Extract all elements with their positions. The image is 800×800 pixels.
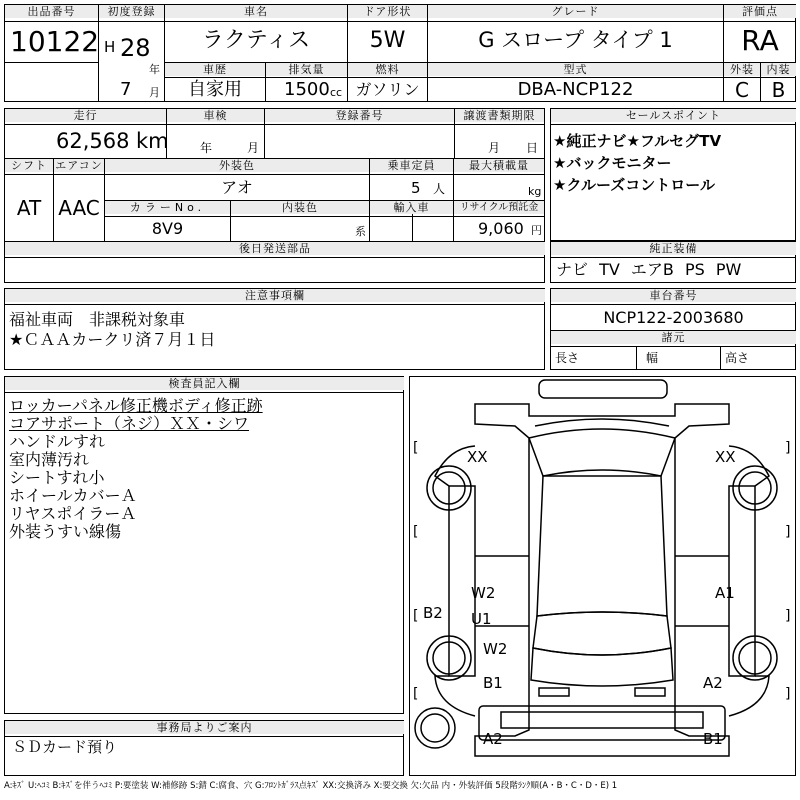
legend: A:ｷｽﾞ U:ﾍｺﾐ B:ｷｽﾞを伴うﾍｺﾐ P:要塗装 W:補修跡 S:錆 C:腐食、穴 G:ﾌﾛﾝﾄｶﾞﾗｽ点ｷｽﾞ XX:交換済み X:要交換 欠:欠品 内・外装評価 5段階ﾗﾝｸ順(A・B・C・D・E) 1	[4, 781, 618, 791]
lot-no-label: 出品番号	[5, 5, 98, 18]
lot-number: 10122	[10, 25, 100, 58]
mark-left-door-rear: W2	[483, 640, 508, 658]
bracket: [	[413, 608, 419, 624]
bracket: ]	[785, 686, 791, 702]
body-outline	[475, 404, 729, 756]
roof	[537, 476, 667, 616]
capacity-label: 乗車定員	[370, 159, 453, 172]
insp-month-unit: 月	[247, 141, 260, 155]
score-label: 評価点	[724, 5, 796, 18]
rear-bumper-outline	[539, 688, 569, 696]
doc-deadline-label: 譲渡書類期限	[455, 109, 544, 122]
mark-right-door: A1	[715, 584, 735, 602]
windshield	[529, 429, 675, 476]
office-label: 事務局よりご案内	[5, 721, 404, 734]
divider	[104, 216, 545, 217]
mark-rear-left: A2	[483, 730, 503, 748]
left-rear-fender	[435, 676, 475, 716]
equipment-list	[556, 262, 741, 278]
doors-value: 5W	[369, 28, 406, 53]
bracket: [	[413, 524, 419, 540]
chassis-value: NCP122-2003680	[603, 308, 744, 327]
ext-color-value: アオ	[221, 178, 253, 197]
insp-year-unit: 年	[200, 141, 213, 155]
equipment-item: TV	[599, 260, 620, 279]
front-bumper-outline	[539, 380, 667, 398]
mark-right-rear-quarter: A2	[703, 674, 723, 692]
later-parts-label: 後日発送部品	[5, 242, 545, 255]
doc-month-unit: 月	[488, 141, 501, 155]
shift-value: AT	[16, 196, 42, 220]
equipment-label: 純正装備	[551, 242, 796, 255]
capacity-unit: 人	[433, 182, 446, 196]
inspector-line: 外装うすい線傷	[9, 522, 122, 541]
int-color-unit: 系	[355, 225, 366, 238]
mark-left-door-front-2: U1	[471, 610, 492, 628]
rear-deck	[531, 648, 673, 686]
divider	[4, 304, 545, 305]
inspector-line: 室内薄汚れ	[9, 450, 90, 469]
notes-label: 注意事項欄	[5, 289, 545, 302]
ext-color-label: 外装色	[105, 159, 369, 172]
rear-window	[533, 612, 671, 655]
right-rear-fender	[729, 676, 769, 716]
year-unit: 年	[149, 63, 160, 76]
divider	[4, 21, 796, 22]
displacement-label: 排気量	[266, 63, 347, 76]
sales-points-label: セールスポイント	[551, 109, 796, 122]
divider	[4, 392, 404, 393]
max-load-label: 最大積載量	[454, 159, 544, 172]
name-label: 車名	[165, 5, 347, 18]
inspector-notes	[9, 397, 263, 541]
sales-point-item: ★バックモニター	[553, 154, 672, 172]
reg-no-label: 登録番号	[265, 109, 454, 122]
month-unit: 月	[149, 86, 160, 99]
mileage-value: 62,568	[56, 129, 130, 153]
divider	[4, 257, 545, 258]
mileage-label: 走行	[5, 109, 166, 122]
fuel-value: ガソリン	[355, 80, 420, 99]
inspector-line: ロッカーパネル修正機ボディ修正跡	[9, 396, 263, 415]
history-value: 自家用	[188, 79, 242, 100]
model-value: DBA-NCP122	[517, 79, 634, 100]
exterior-grade-value: C	[735, 78, 749, 102]
divider	[4, 174, 545, 175]
history-label: 車歴	[165, 63, 265, 76]
doc-day-unit: 日	[526, 141, 539, 155]
divider	[720, 346, 721, 370]
color-no-value: 8V9	[151, 219, 184, 238]
inspector-label: 検査員記入欄	[5, 377, 404, 390]
spec-label: 諸元	[551, 331, 796, 344]
score-value: RA	[741, 24, 779, 57]
shift-label: シフト	[5, 159, 53, 172]
sales-point-item: ★純正ナビ★フルセグTV	[553, 132, 722, 150]
equipment-item: ナビ	[556, 260, 589, 279]
bracket: [	[413, 686, 419, 702]
era: H	[104, 38, 116, 56]
bracket: ]	[785, 524, 791, 540]
max-load-unit: kg	[528, 185, 542, 198]
hood-lines	[535, 419, 669, 426]
interior-grade-label: 内装	[761, 63, 796, 76]
capacity-value: 5	[411, 179, 421, 197]
divider	[636, 346, 637, 370]
displacement-unit: cc	[330, 86, 343, 99]
divider	[164, 77, 796, 78]
mark-left-rear-quarter: B1	[483, 674, 503, 692]
inspector-line: ホイールカバーＡ	[9, 486, 137, 505]
recycle-unit: 円	[531, 224, 542, 237]
bracket: ]	[785, 440, 791, 456]
divider	[4, 124, 545, 125]
inspection-label: 車検	[167, 109, 264, 122]
mark-left-side: B2	[423, 604, 443, 622]
divider	[550, 304, 796, 305]
note-line: 福祉車両 非課税対象車	[9, 310, 186, 329]
equipment-item: エアB	[630, 260, 674, 279]
rear-bumper-outline	[635, 688, 665, 696]
equipment-item: PS	[685, 260, 705, 279]
recycle-value: 9,060	[478, 219, 524, 238]
length-label: 長さ	[555, 351, 580, 365]
import-label: 輸入車	[370, 201, 453, 214]
rear-bumper-outline	[501, 712, 703, 728]
office-text: ＳＤカード預り	[12, 738, 118, 756]
divider	[550, 257, 796, 258]
fuel-label: 燃料	[348, 63, 427, 76]
mark-front-left: XX	[467, 448, 488, 466]
mark-front-right: XX	[715, 448, 736, 466]
car-diagram	[409, 376, 796, 776]
width-label: 幅	[646, 351, 659, 365]
divider	[550, 124, 796, 125]
divider	[4, 62, 99, 63]
reg-year: 28	[120, 34, 151, 62]
equipment-item: PW	[715, 260, 742, 279]
sales-points-list	[553, 130, 721, 196]
interior-grade-value: B	[771, 78, 786, 102]
bracket: [	[413, 440, 419, 456]
recycle-label: リサイクル預託金	[454, 201, 544, 214]
grade-value: G スロープ タイプ 1	[478, 28, 673, 52]
chassis-label: 車台番号	[551, 289, 796, 302]
first-reg-label: 初度登録	[99, 5, 164, 18]
divider	[550, 346, 796, 347]
mark-left-door-front: W2	[471, 584, 496, 602]
doors-label: ドア形状	[348, 5, 427, 18]
model-label: 型式	[428, 63, 723, 76]
mileage-unit: km	[136, 129, 169, 153]
grade-label: グレード	[428, 5, 723, 18]
car-name: ラクティス	[201, 28, 311, 53]
color-no-label: カラーNo.	[105, 201, 230, 214]
ac-value: AAC	[58, 196, 100, 220]
inspector-line: コアサポート（ネジ）ＸＸ・シワ	[9, 414, 250, 433]
bracket: ]	[785, 608, 791, 624]
reg-month: 7	[120, 79, 132, 100]
note-line: ★ＣＡＡカークリ済７月１日	[9, 330, 216, 349]
inspector-line: シートすれ小	[9, 468, 105, 487]
sales-point-item: ★クルーズコントロール	[553, 176, 715, 194]
divider	[4, 736, 404, 737]
mark-rear-right: B1	[703, 730, 723, 748]
ac-label: エアコン	[55, 159, 103, 172]
notes-list	[9, 310, 215, 350]
height-label: 高さ	[725, 351, 750, 365]
exterior-grade-label: 外装	[724, 63, 760, 76]
int-color-label: 内装色	[231, 201, 369, 214]
displacement-value: 1500	[284, 79, 330, 100]
inspector-line: ハンドルすれ	[9, 432, 106, 451]
spare-wheel	[421, 714, 449, 742]
inspector-line: リヤスポイラーＡ	[9, 504, 137, 523]
